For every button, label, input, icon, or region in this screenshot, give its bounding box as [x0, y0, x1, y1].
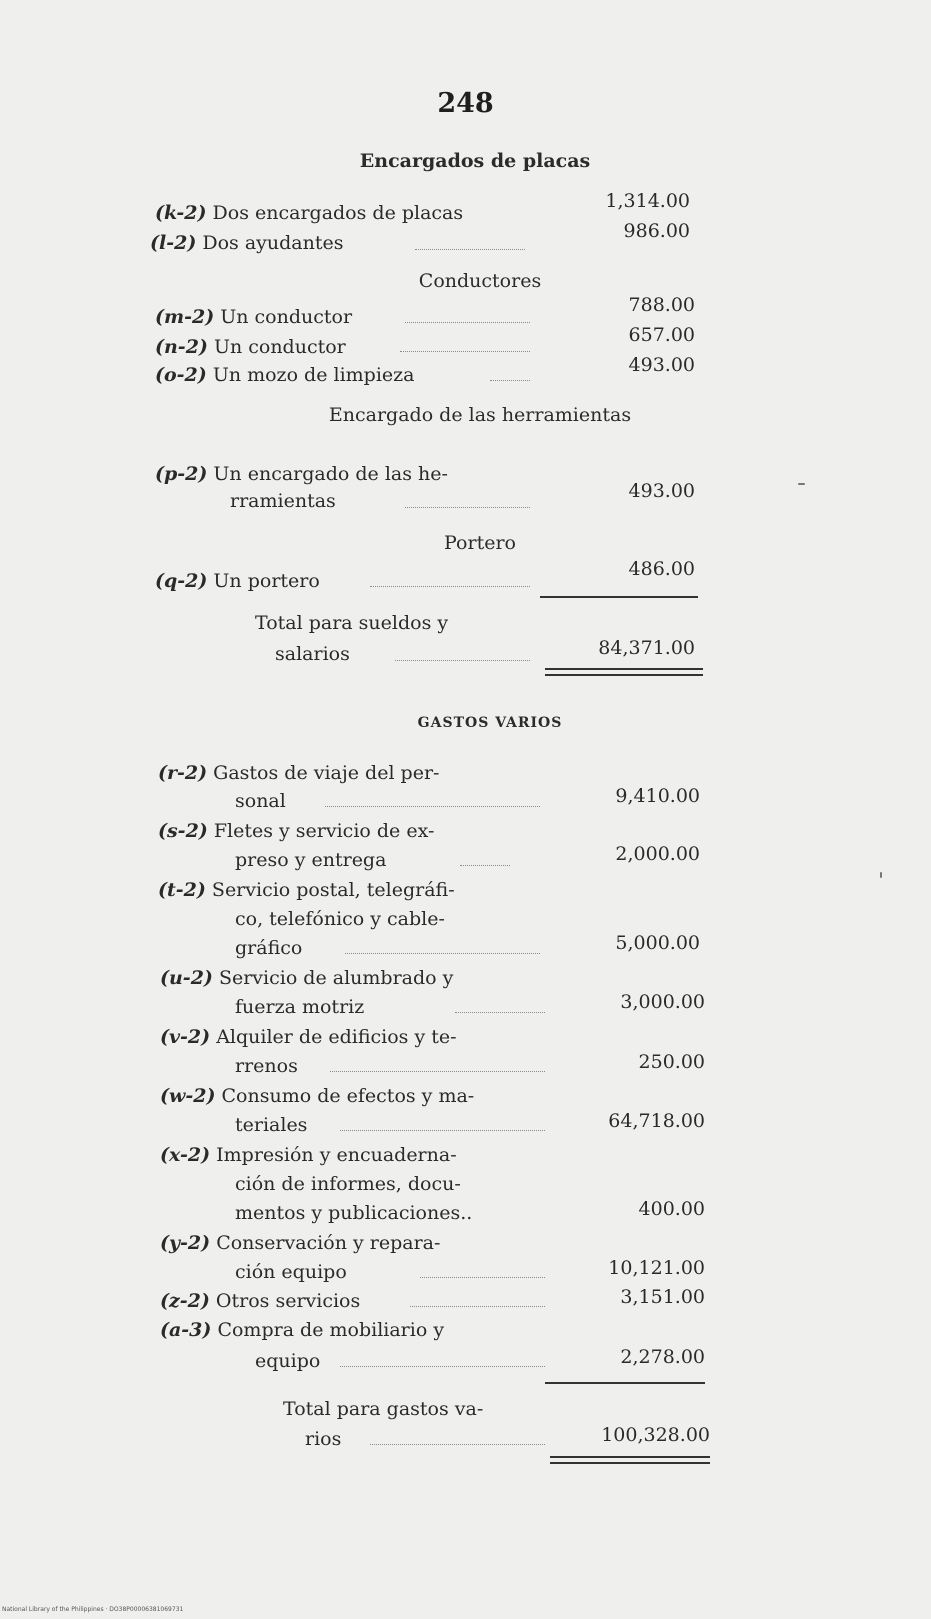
total-gastos-amount: 100,328.00	[601, 1424, 710, 1446]
scan-speck	[880, 872, 882, 878]
item-text: Un conductor	[220, 306, 353, 328]
item-o2	[155, 364, 414, 386]
item-v2	[160, 1026, 457, 1048]
leader-dots	[455, 1012, 545, 1013]
amount-a3: 2,278.00	[620, 1346, 705, 1368]
amount-v2: 250.00	[638, 1051, 705, 1073]
total-double-rule	[545, 668, 703, 676]
amount-w2: 64,718.00	[608, 1110, 705, 1132]
leader-dots	[370, 586, 530, 587]
leader-dots	[325, 806, 540, 807]
item-y2-cont: ción equipo	[235, 1261, 347, 1283]
item-text: Conservación y repara-	[216, 1232, 441, 1254]
item-text: Fletes y servicio de ex-	[213, 820, 435, 842]
item-code: (r-2)	[158, 762, 208, 784]
item-t2-cont2: gráfico	[235, 937, 303, 959]
amount-r2: 9,410.00	[615, 785, 700, 807]
item-x2-cont: ción de informes, docu-	[235, 1173, 461, 1195]
leader-dots	[400, 351, 530, 352]
scan-footer: National Library of the Philippines · DO38P00006381069731	[2, 1606, 184, 1613]
section-heading-encargados: Encargados de placas	[359, 150, 591, 172]
item-q2	[155, 570, 320, 592]
item-s2	[158, 820, 434, 842]
item-r2	[158, 762, 439, 784]
item-code: (p-2)	[155, 463, 208, 485]
item-text: Consumo de efectos y ma-	[221, 1085, 475, 1107]
leader-dots	[405, 507, 530, 508]
scan-speck	[798, 483, 805, 485]
amount-u2: 3,000.00	[620, 991, 705, 1013]
leader-dots	[370, 1444, 545, 1445]
item-code: (k-2)	[155, 202, 207, 224]
total-sueldos-amount: 84,371.00	[598, 637, 695, 659]
amount-y2: 10,121.00	[608, 1257, 705, 1279]
item-text: Dos encargados de placas	[212, 202, 464, 224]
item-p2	[155, 463, 448, 485]
item-text: Un conductor	[213, 336, 346, 358]
amount-l2: 986.00	[623, 220, 690, 242]
section-heading-conductores: Conductores	[418, 270, 542, 292]
item-u2	[160, 967, 453, 989]
item-code: (z-2)	[160, 1290, 210, 1312]
item-code: (v-2)	[160, 1026, 211, 1048]
item-w2	[160, 1085, 474, 1107]
leader-dots	[490, 380, 530, 381]
leader-dots	[395, 660, 530, 661]
item-code: (a-3)	[160, 1319, 212, 1341]
section-heading-gastos: GASTOS VARIOS	[417, 715, 563, 731]
leader-dots	[410, 1306, 545, 1307]
item-code: (n-2)	[155, 336, 208, 358]
item-n2	[155, 336, 346, 358]
subtotal-rule	[540, 596, 698, 598]
item-code: (y-2)	[160, 1232, 211, 1254]
leader-dots	[330, 1071, 545, 1072]
item-text: Compra de mobiliario y	[217, 1319, 445, 1341]
item-text: Un mozo de limpieza	[212, 364, 415, 386]
leader-dots	[420, 1277, 545, 1278]
item-text: Otros servicios	[215, 1290, 361, 1312]
item-a3	[160, 1319, 444, 1341]
amount-q2: 486.00	[628, 558, 695, 580]
item-s2-cont: preso y entrega	[235, 849, 387, 871]
amount-k2: 1,314.00	[605, 190, 690, 212]
item-code: (x-2)	[160, 1144, 211, 1166]
total-gastos-label: Total para gastos va-	[283, 1398, 484, 1420]
page-number: 248	[437, 88, 494, 119]
item-k2	[155, 202, 463, 224]
item-t2	[158, 879, 455, 901]
item-a3-cont: equipo	[255, 1350, 321, 1372]
item-x2-cont2: mentos y publicaciones..	[235, 1202, 473, 1224]
item-l2	[150, 232, 343, 254]
item-code: (l-2)	[150, 232, 197, 254]
leader-dots	[415, 249, 525, 250]
item-w2-cont: teriales	[235, 1114, 308, 1136]
amount-x2: 400.00	[638, 1198, 705, 1220]
item-y2	[160, 1232, 440, 1254]
amount-m2: 788.00	[628, 294, 695, 316]
item-text: Dos ayudantes	[202, 232, 344, 254]
amount-o2: 493.00	[628, 354, 695, 376]
item-code: (t-2)	[158, 879, 206, 901]
item-r2-cont: sonal	[235, 790, 286, 812]
leader-dots	[340, 1130, 545, 1131]
total-sueldos-label: Total para sueldos y	[255, 612, 449, 634]
item-code: (s-2)	[158, 820, 208, 842]
leader-dots	[345, 953, 540, 954]
total-gastos-label-cont: rios	[305, 1428, 342, 1450]
item-z2	[160, 1290, 360, 1312]
leader-dots	[340, 1366, 545, 1367]
amount-z2: 3,151.00	[620, 1286, 705, 1308]
item-text: Gastos de viaje del per-	[213, 762, 440, 784]
item-t2-cont: co, telefónico y cable-	[235, 908, 445, 930]
item-code: (u-2)	[160, 967, 213, 989]
amount-n2: 657.00	[628, 324, 695, 346]
item-code: (q-2)	[155, 570, 208, 592]
leader-dots	[460, 865, 510, 866]
leader-dots	[405, 322, 530, 323]
item-v2-cont: rrenos	[235, 1055, 298, 1077]
total-double-rule	[550, 1456, 710, 1464]
item-text: Servicio de alumbrado y	[218, 967, 454, 989]
item-p2-cont: rramientas	[230, 490, 336, 512]
subtotal-rule	[545, 1382, 705, 1384]
item-code: (w-2)	[160, 1085, 216, 1107]
total-sueldos-label-cont: salarios	[275, 643, 350, 665]
section-heading-portero: Portero	[444, 532, 516, 554]
item-code: (o-2)	[155, 364, 207, 386]
item-m2	[155, 306, 352, 328]
amount-t2: 5,000.00	[615, 932, 700, 954]
amount-s2: 2,000.00	[615, 843, 700, 865]
item-x2	[160, 1144, 457, 1166]
item-u2-cont: fuerza motriz	[235, 996, 365, 1018]
item-text: Un portero	[213, 570, 320, 592]
section-heading-herramientas: Encargado de las herramientas	[328, 404, 632, 426]
item-code: (m-2)	[155, 306, 215, 328]
amount-p2: 493.00	[628, 480, 695, 502]
item-text: Servicio postal, telegráfi-	[211, 879, 455, 901]
item-text: Alquiler de edificios y te-	[216, 1026, 457, 1048]
item-text: Impresión y encuaderna-	[216, 1144, 457, 1166]
item-text: Un encargado de las he-	[213, 463, 448, 485]
